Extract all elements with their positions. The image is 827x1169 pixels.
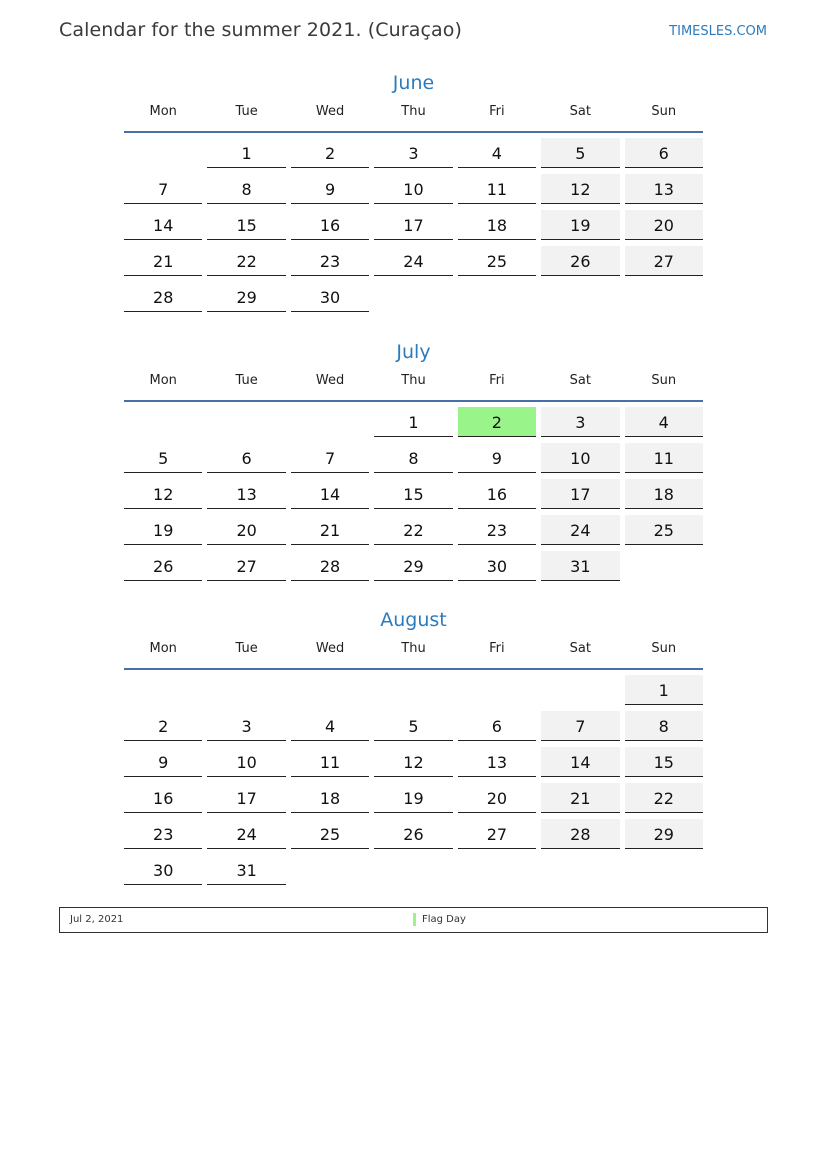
day-cell: 20 [458,783,536,813]
day-cell: 5 [374,711,452,741]
day-cell: 22 [625,783,703,813]
day-cell: 26 [541,246,619,276]
week-row [124,783,703,814]
holiday-notes [59,907,768,933]
day-cell: 1 [625,675,703,705]
weekday-label: Fri [489,104,505,119]
day-cell: 4 [291,711,369,741]
weekday-label: Fri [489,641,505,656]
week-row [124,479,703,510]
day-cell: 30 [124,855,202,885]
empty-day-cell [625,282,703,311]
day-cell: 10 [374,174,452,204]
day-cell: 12 [374,747,452,777]
weekday-header [124,372,703,390]
weekday-label: Tue [235,373,258,388]
day-cell: 28 [124,282,202,312]
page-title: Calendar for the summer 2021. (Curaçao) [59,19,462,41]
day-cell: 28 [541,819,619,849]
day-cell: 12 [124,479,202,509]
week-row [124,174,703,205]
holiday-color-marker [413,913,416,926]
day-cell: 11 [291,747,369,777]
holiday-name: Flag Day [422,914,466,925]
day-cell: 4 [458,138,536,168]
weekday-label: Sat [569,641,591,656]
day-cell: 17 [541,479,619,509]
weekday-label: Sun [651,641,677,656]
day-cell: 17 [374,210,452,240]
empty-day-cell [625,551,703,580]
day-cell: 25 [458,246,536,276]
days-grid [124,675,703,886]
day-cell: 29 [207,282,285,312]
day-cell: 23 [458,515,536,545]
empty-day-cell [458,282,536,311]
day-cell: 24 [374,246,452,276]
day-cell: 6 [625,138,703,168]
day-cell: 31 [207,855,285,885]
week-row [124,282,703,313]
day-cell: 22 [207,246,285,276]
empty-day-cell [124,138,202,167]
day-cell: 16 [458,479,536,509]
month-title: June [392,72,435,94]
day-cell: 13 [625,174,703,204]
day-cell: 8 [625,711,703,741]
empty-day-cell [291,675,369,704]
weekday-label: Thu [401,373,426,388]
week-row [124,819,703,850]
day-cell: 6 [207,443,285,473]
header-rule [124,131,703,133]
weekday-label: Mon [149,373,177,388]
week-row [124,855,703,886]
day-cell: 22 [374,515,452,545]
day-cell: 20 [625,210,703,240]
empty-day-cell [124,675,202,704]
day-cell: 19 [374,783,452,813]
day-cell: 4 [625,407,703,437]
day-cell: 21 [291,515,369,545]
day-cell: 25 [291,819,369,849]
day-cell: 13 [458,747,536,777]
empty-day-cell [207,407,285,436]
empty-day-cell [291,855,369,884]
day-cell: 17 [207,783,285,813]
day-cell: 2 [291,138,369,168]
week-row [124,551,703,582]
day-cell: 26 [124,551,202,581]
weekday-label: Tue [235,641,258,656]
day-cell: 12 [541,174,619,204]
empty-day-cell [541,282,619,311]
day-cell: 6 [458,711,536,741]
empty-day-cell [124,407,202,436]
weekday-label: Wed [315,641,345,656]
empty-day-cell [374,282,452,311]
day-cell: 1 [207,138,285,168]
week-row [124,443,703,474]
weekday-label: Thu [401,104,426,119]
day-cell: 11 [458,174,536,204]
days-grid [124,407,703,582]
empty-day-cell [458,855,536,884]
day-cell: 19 [124,515,202,545]
day-cell: 1 [374,407,452,437]
day-cell: 11 [625,443,703,473]
week-row [124,407,703,438]
day-cell: 26 [374,819,452,849]
week-row [124,210,703,241]
day-cell: 8 [207,174,285,204]
weekday-label: Wed [315,373,345,388]
day-cell: 16 [291,210,369,240]
weekday-label: Wed [315,104,345,119]
holiday-day-cell: 2 [458,407,536,437]
day-cell: 3 [374,138,452,168]
weekday-label: Sun [651,104,677,119]
day-cell: 16 [124,783,202,813]
month-august [124,607,703,891]
day-cell: 18 [458,210,536,240]
day-cell: 19 [541,210,619,240]
day-cell: 28 [291,551,369,581]
empty-day-cell [625,855,703,884]
weekday-label: Sat [569,373,591,388]
header-rule [124,400,703,402]
day-cell: 7 [124,174,202,204]
day-cell: 27 [625,246,703,276]
day-cell: 5 [124,443,202,473]
week-row [124,246,703,277]
day-cell: 29 [374,551,452,581]
day-cell: 21 [541,783,619,813]
month-title: July [396,341,431,363]
weekday-label: Thu [401,641,426,656]
day-cell: 7 [541,711,619,741]
day-cell: 18 [625,479,703,509]
day-cell: 23 [124,819,202,849]
day-cell: 15 [374,479,452,509]
day-cell: 24 [207,819,285,849]
day-cell: 13 [207,479,285,509]
day-cell: 18 [291,783,369,813]
weekday-label: Tue [235,104,258,119]
weekday-label: Fri [489,373,505,388]
day-cell: 14 [541,747,619,777]
day-cell: 10 [207,747,285,777]
day-cell: 9 [124,747,202,777]
days-grid [124,138,703,313]
week-row [124,515,703,546]
day-cell: 24 [541,515,619,545]
day-cell: 9 [458,443,536,473]
day-cell: 3 [207,711,285,741]
month-july [124,339,703,587]
empty-day-cell [291,407,369,436]
month-june [124,70,703,318]
day-cell: 27 [207,551,285,581]
month-title: August [380,609,447,631]
weekday-header [124,640,703,658]
empty-day-cell [374,675,452,704]
day-cell: 30 [458,551,536,581]
empty-day-cell [541,675,619,704]
week-row [124,747,703,778]
day-cell: 21 [124,246,202,276]
day-cell: 8 [374,443,452,473]
day-cell: 14 [124,210,202,240]
weekday-label: Mon [149,104,177,119]
day-cell: 3 [541,407,619,437]
day-cell: 14 [291,479,369,509]
day-cell: 29 [625,819,703,849]
header-rule [124,668,703,670]
site-link[interactable]: TIMESLES.COM [669,24,767,39]
week-row [124,138,703,169]
week-row [124,675,703,706]
day-cell: 9 [291,174,369,204]
day-cell: 2 [124,711,202,741]
day-cell: 31 [541,551,619,581]
day-cell: 20 [207,515,285,545]
day-cell: 15 [207,210,285,240]
day-cell: 27 [458,819,536,849]
day-cell: 23 [291,246,369,276]
day-cell: 7 [291,443,369,473]
day-cell: 25 [625,515,703,545]
weekday-header [124,103,703,121]
day-cell: 5 [541,138,619,168]
weekday-label: Mon [149,641,177,656]
empty-day-cell [458,675,536,704]
week-row [124,711,703,742]
day-cell: 15 [625,747,703,777]
empty-day-cell [541,855,619,884]
holiday-date: Jul 2, 2021 [70,914,124,925]
empty-day-cell [374,855,452,884]
day-cell: 30 [291,282,369,312]
weekday-label: Sun [651,373,677,388]
weekday-label: Sat [569,104,591,119]
empty-day-cell [207,675,285,704]
day-cell: 10 [541,443,619,473]
